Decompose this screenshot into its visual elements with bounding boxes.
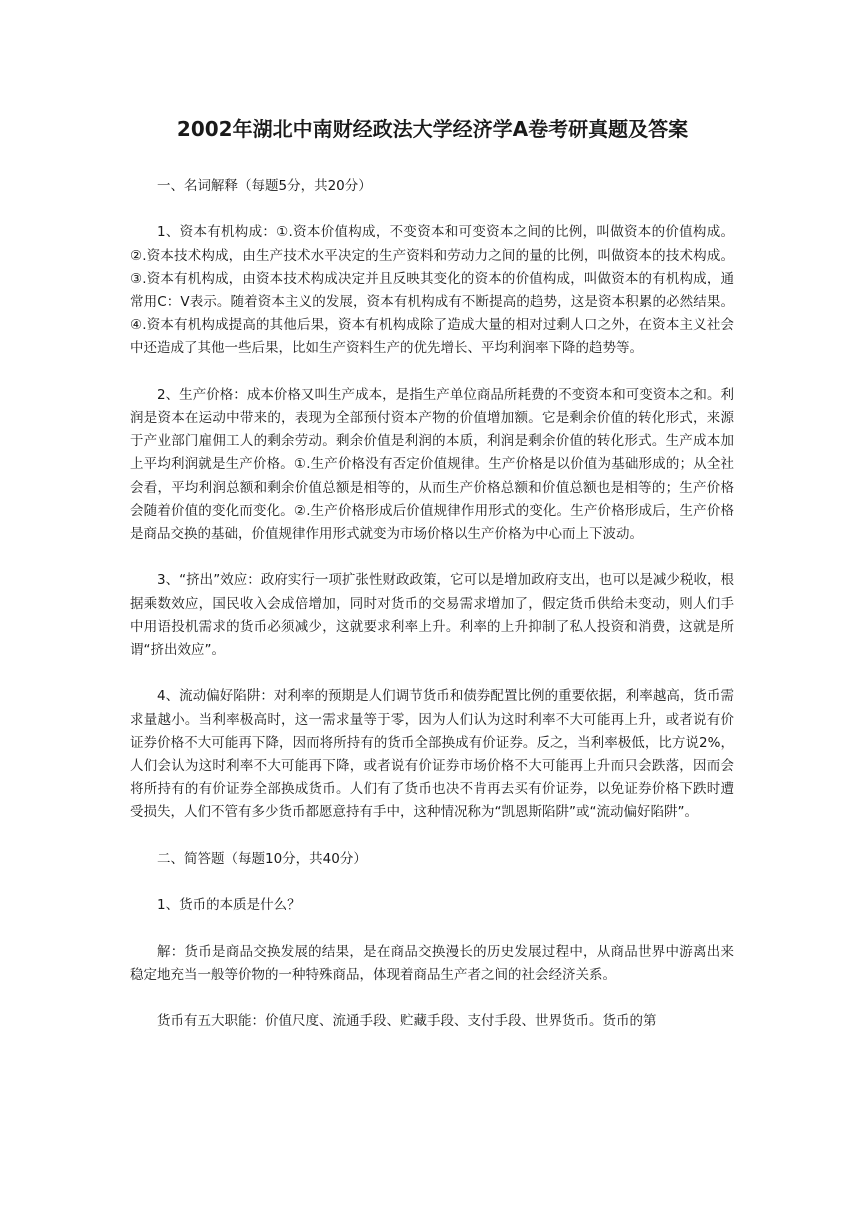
paragraph-term-3: 3、“挤出”效应：政府实行一项扩张性财政政策，它可以是增加政府支出，也可以是减少税收，根据乘数效应，国民收入会成倍增加，同时对货币的交易需求增加了，假定货币供给未变动，则人们手中用语投机需求的货币必须减少，这就要求利率上升。利率的上升抑制了私人投资和消费，这就是所谓“挤出效应”。 xyxy=(130,572,734,659)
answer-1: 解：货币是商品交换发展的结果，是在商品交换漫长的历史发展过程中，从商品世界中游离出来稳定地充当一般等价物的一种特殊商品，体现着商品生产者之间的社会经济关系。 xyxy=(130,943,734,983)
paragraph-term-4: 4、流动偏好陷阱：对利率的预期是人们调节货币和债券配置比例的重要依据，利率越高，货币需求量越小。当利率极高时，这一需求量等于零，因为人们认为这时利率不大可能再上升，或者说有价证券价格不大可能再下降，因而将所持有的货币全部换成有价证券。反之，当利率极低，比方说2%，人们会认为这时利率不大可能再下降，或者说有价证券市场价格不大可能再上升而只会跌落，因而会将所持有的有价证券全部换成货币。人们有了货币也决不肯再去买有价证券，以免证券价格下跌时遭受损失，人们不管有多少货币都愿意持有手中，这种情况称为“凯恩斯陷阱”或“流动偏好陷阱”。 xyxy=(130,688,734,821)
paragraph-term-2: 2、生产价格：成本价格又叫生产成本，是指生产单位商品所耗费的不变资本和可变资本之和。利润是资本在运动中带来的，表现为全部预付资本产物的价值增加额。它是剩余价值的转化形式，来源于产业部门雇佣工人的剩余劳动。剩余价值是利润的本质，利润是剩余价值的转化形式。生产成本加上平均利润就是生产价格。①.生产价格没有否定价值规律。生产价格是以价值为基础形成的；从全社会看，平均利润总额和剩余价值总额是相等的，从而生产价格总额和价值总额也是相等的；生产价格会随着价值的变化而变化。②.生产价格形成后价值规律作用形式的变化。生产价格形成后，生产价格是商品交换的基础，价值规律作用形式就变为市场价格以生产价格为中心而上下波动。 xyxy=(130,386,734,543)
question-1: 1、货币的本质是什么？ xyxy=(157,897,301,914)
section-heading-1: 一、名词解释（每题5分，共20分） xyxy=(157,178,372,194)
document-body xyxy=(130,175,734,1057)
answer-1-continued: 货币有五大职能：价值尺度、流通手段、贮藏手段、支付手段、世界货币。货币的第 xyxy=(157,1013,657,1030)
document-title: 2002年湖北中南财经政法大学经济学A卷考研真题及答案 xyxy=(176,117,689,141)
paragraph-term-1: 1、资本有机构成：①.资本价值构成，不变资本和可变资本之间的比例，叫做资本的价值构成。②.资本技术构成，由生产技术水平决定的生产资料和劳动力之间的量的比例，叫做资本的技术构成。③.资本有机构成，由资本技术构成决定并且反映其变化的资本的价值构成，叫做资本的有机构成，通常用C：V表示。随着资本主义的发展，资本有机构成有不断提高的趋势，这是资本积累的必然结果。④.资本有机构成提高的其他后果，资本有机构成除了造成大量的相对过剩人口之外，在资本主义社会中还造成了其他一些后果，比如生产资料生产的优先增长、平均利润率下降的趋势等。 xyxy=(130,224,734,357)
section-heading-2: 二、简答题（每题10分，共40分） xyxy=(157,850,367,867)
